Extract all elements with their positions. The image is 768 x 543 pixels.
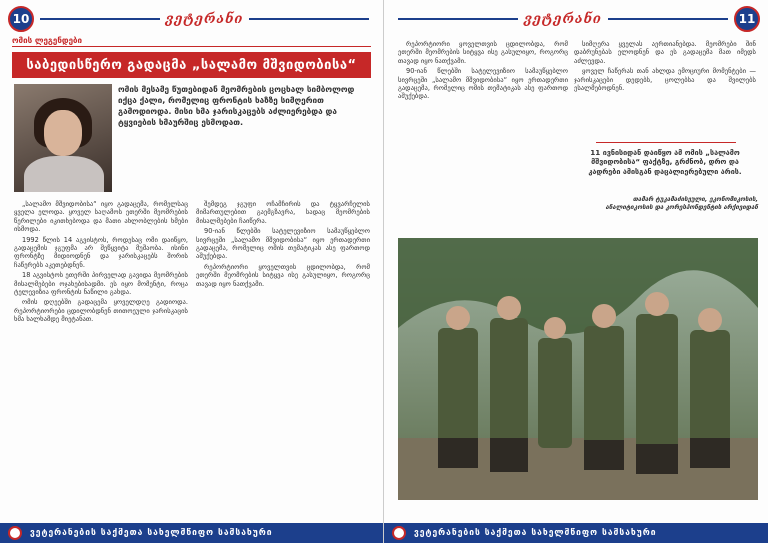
paragraph: 18 აგვისტოს ეთერში პირველად გავიდა მეომრების მისალმებები ოჯახებისადმი. ეს იყო მომენტი, როცა ტელევიზია ფრონტის ნაწილი გახდა. (14, 271, 188, 297)
paragraph: რეპორტიორი ყოველთვის ცდილობდა, რომ ეთერში მეომრების სიტყვა ისე გასულიყო, როგორც თავად იყო ნათქვამი. (398, 40, 568, 65)
paragraph: სიმღერა ყველას აერთიანებდა. მეომრები შინ დაბრუნებას ელოდნენ და ეს გადაცემა მათ იმედს აძლევდა. (574, 40, 756, 65)
header-rule (608, 18, 728, 20)
footer-text: ვეტერანების საქმეთა სახელმწიფო სამსახური (414, 528, 657, 538)
portrait-face (44, 110, 82, 156)
soldiers-photo-graphic (398, 238, 758, 500)
paragraph: 90-იან წლებში სატელევიზიო სამაუწყებლო სივრცეში „სალამო მშვიდობისა“ იყო ერთადერთი გადაცემა, რომელიც ომის თემატიკას ასე ფართოდ აშუქებდა. (398, 67, 568, 101)
left-footer (0, 523, 383, 543)
right-page (384, 0, 768, 543)
author-portrait (14, 84, 112, 192)
article-column (574, 40, 756, 140)
soldiers-photo (398, 238, 758, 500)
article-lead: ომის მესამე წუთებიდან მეომრების ცოცხალ სიმბოლოდ იქცა ქალი, რომელიც ფრონტის ხაზზე სიმღერით გამოდიოდა. მისი ხმა ჯარისკაცებს აძლიერებდა და ტყვიების ხმაურშიც ესმოდათ. (118, 84, 355, 127)
pull-quote: 11 ივნისიდან დაიწყო ამ ომის „სალამო მშვიდობისა“ ფაქტზე, გრძნობ, დრო და კადრები ამისგან დაცალიერებული არის. (588, 148, 742, 176)
section-rule (12, 46, 371, 47)
header-rule (398, 18, 518, 20)
article-column (398, 40, 568, 234)
page-number: 10 (8, 6, 34, 32)
section-label: ომის ლეგენდები (12, 36, 83, 45)
page-number: 11 (734, 6, 760, 32)
footer-text: ვეტერანების საქმეთა სახელმწიფო სამსახური (30, 528, 273, 538)
paragraph: „სალამო მშვიდობისა“ იყო გადაცემა, რომელსაც ყველა ელოდა. ყოველ საღამოს ეთერში მეომრების წერილები იკითხებოდა და მათი ახლობლების ხმები ისმოდა. (14, 200, 188, 234)
left-header (8, 6, 375, 32)
portrait-body (24, 156, 104, 192)
paragraph: 90-იან წლებში სატელევიზიო სამაუწყებლო სივრცეში „სალამო მშვიდობისა“ იყო ერთადერთი გადაცემა, რომელიც ომის თემატიკას ასე ფართოდ აშუქებდა. (196, 227, 370, 261)
paragraph: რეპორტიორი ყოველთვის ცდილობდა, რომ ეთერში მეომრების სიტყვა ისე გასულიყო, როგორც თავად იყო ნათქვამი. (196, 262, 370, 288)
paragraph: ყოველ ჩაწერას თან ახლდა ემოციური მომენტები — ჯარისკაცები დედებს, ცოლებსა და შვილებს ესალმებოდნენ. (574, 67, 756, 93)
paragraph: შემდეგ ჯგუფი ოჩამჩირის და ტყვარჩელის მიმართულებით გაემგზავრა, სადაც მეომრების მისალმებები ჩაიწერა. (196, 200, 370, 225)
quote-rule (596, 142, 736, 143)
header-rule (40, 18, 160, 20)
paragraph: 1992 წლის 14 აგვისტოს, როდესაც ომი დაიწყო, გადაცემის ჯგუფმა არ შეწყვიტა მუშაობა. ისინი ფრონტზე მიდიოდნენ და ჯარისკაცებს შორის ჩაწერებს აკეთებდნენ. (14, 235, 188, 269)
article-column (196, 200, 370, 500)
emblem-icon (392, 526, 406, 540)
photo-caption: თამარ ტუკამაძისეული, ეკონომიკოსის, ანალიტიკოსის და კორესპონდენტის არქივიდან (605, 196, 758, 211)
article-column (14, 200, 188, 500)
right-header (392, 6, 760, 32)
paragraph: ომის დღეებში გადაცემა ყოველდღე გადიოდა. რეპორტიორები ცდილობდნენ თითოეული ჯარისკაცის ხმა ხალხამდე მიეტანათ. (14, 298, 188, 324)
masthead-title: ვეტერანი (524, 11, 602, 27)
emblem-icon (8, 526, 22, 540)
article-title: საბედისწერო გადაცმა „სალამო მშვიდობისა“ (12, 52, 371, 78)
masthead-title: ვეტერანი (165, 11, 244, 27)
right-footer (384, 523, 768, 543)
header-rule (249, 18, 369, 20)
